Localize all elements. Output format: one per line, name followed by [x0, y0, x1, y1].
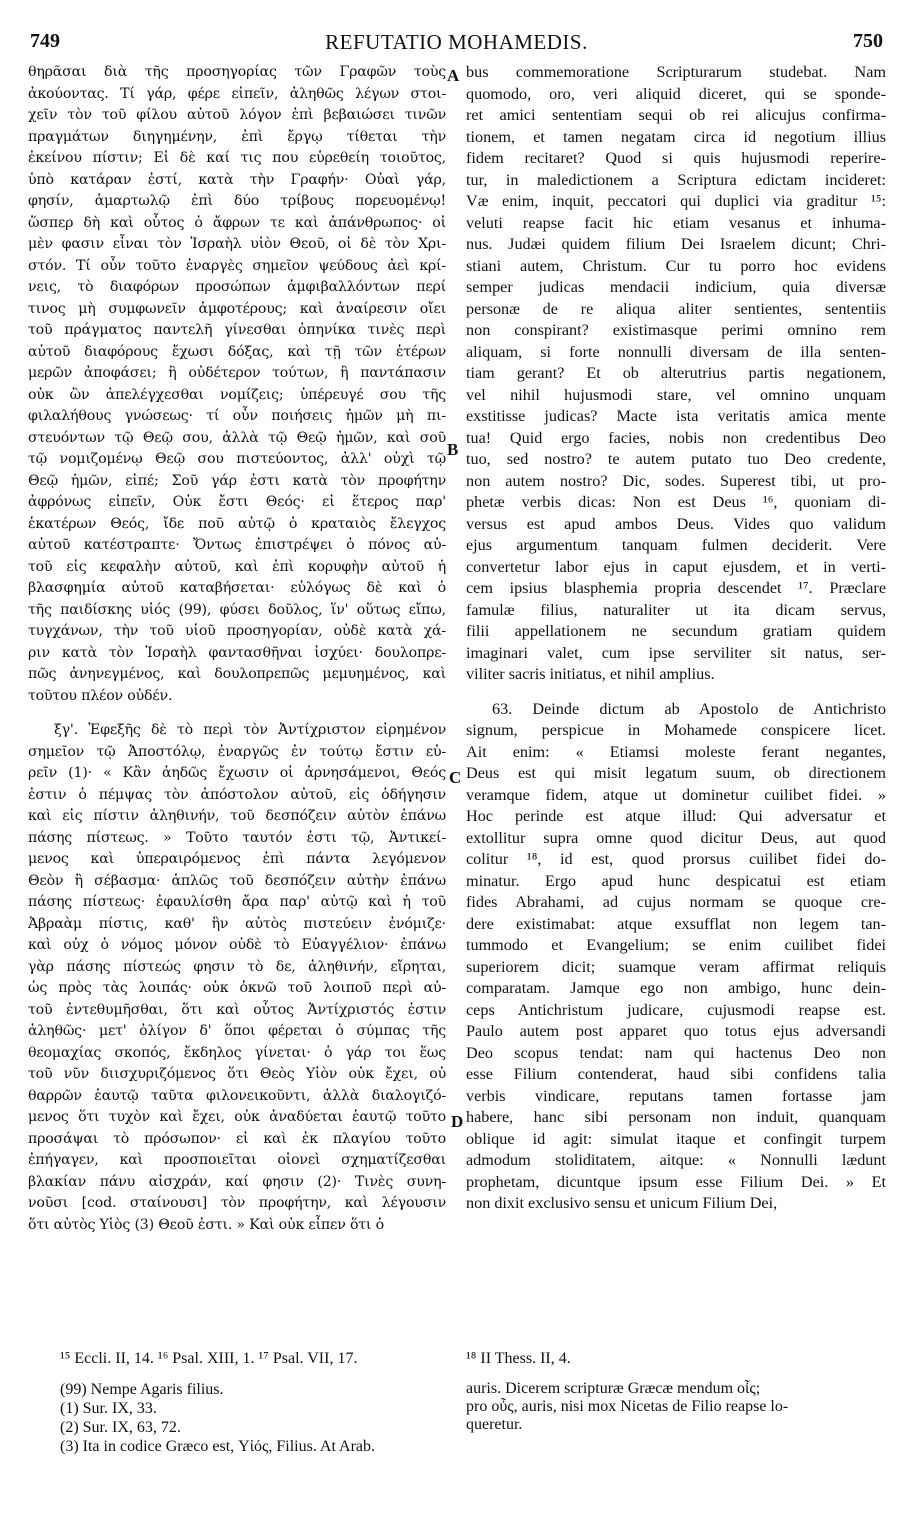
greek-text-line: αὐτοῦ διαφόρους ἔχωσι δόξας, καὶ τῇ τῶν ἑτέρων	[28, 343, 446, 360]
greek-text-column	[28, 62, 446, 1236]
greek-text-line: αὐτοῦ κατέστραπτε· Ὄντως ἐπιστρέψει ὁ πόνος αὐ-	[28, 537, 446, 553]
greek-text-line: ἀφρόνως εἰπεῖν, Οὐκ ἔστι Θεός· εἰ ἕτερος παρ'	[28, 494, 446, 510]
left-page-number: 749	[30, 30, 60, 52]
greek-text-line: ἀκούοντας. Τί γάρ, φέρε εἰπεῖν, ἀληθῶς λέγων στοι-	[28, 85, 446, 102]
greek-text-line: σημεῖον τῷ Ἀποστόλῳ, ἐναργῶς ἐν τούτῳ ἔστιν εὑ-	[28, 743, 446, 760]
greek-text-line: βλακίαν πάνυ αἰσχράν, καί φησιν (2)· Τινὲς συνη-	[28, 1173, 446, 1190]
latin-footnote-line: auris. Dicerem scripturæ Græcæ mendum οἶς;	[466, 1380, 761, 1397]
running-header	[30, 30, 883, 56]
latin-text-line: Paulo autem post apparet quo totus ejus adversandi	[466, 1022, 886, 1040]
latin-text-line: bus commemoratione Scripturarum studebat. Nam	[466, 63, 886, 81]
latin-text-line: viliter sacris initiatus, et nihil amplius.	[466, 665, 715, 683]
greek-text-line: ἐπήγαγεν, καὶ προσποιεῖται οἱονεὶ σχηματίζεσθαι	[28, 1152, 446, 1168]
greek-scripture-references: ¹⁵ Eccli. II, 14. ¹⁶ Psal. XIII, 1. ¹⁷ Psal. VII, 17.	[60, 1350, 358, 1367]
latin-text-line: Væ enim, inquit, peccatori qui duplici via graditur ¹⁵:	[466, 192, 886, 210]
greek-text-line: πῶς ἀνηνεγμένος, καὶ δουλοπρεπῶς μεμυημένος, καὶ	[28, 666, 446, 682]
greek-text-line: τινος μὴ συμφωνεῖν ἀμφοτέρους; καὶ ἀναίρεσιν οἴει	[28, 300, 446, 317]
latin-text-line: Deo scopus tendat: nam qui hactenus Deo non	[466, 1043, 886, 1062]
latin-text-line: nus. Judæi quidem filium Dei Israelem dicunt; Chri-	[466, 235, 886, 253]
latin-text-line: tiam gerant? Et ob alterutrius partis negationem,	[466, 364, 886, 382]
margin-letter-d: D	[451, 1112, 464, 1131]
latin-text-line: veramque fidem, atque ut dominetur cuilibet fidei. »	[466, 785, 886, 804]
greek-text-line: χεῖν τὸν τοῦ φίλου αὐτοῦ λόγον ἐπὶ βεβαιώσει τινῶν	[28, 107, 446, 123]
paragraph-gap	[466, 686, 886, 699]
latin-text-line: oblique id agit: simulat itaque et confingit turpem	[466, 1129, 886, 1148]
greek-text-line: θηρᾶσαι διὰ τῆς προσηγορίας τῶν Γραφῶν τοὺς	[28, 64, 446, 80]
greek-footnotes	[60, 1380, 375, 1456]
footnote-1: (1) Sur. IX, 33.	[60, 1400, 157, 1417]
greek-text-line: ριν κατὰ τὸν Ἰσραὴλ φαντασθῆναι ἰσχύει· δουλοπρε-	[28, 644, 446, 661]
latin-text-line: habere, hanc sibi personam non induit, quanquam	[466, 1108, 886, 1126]
latin-footnote-line: queretur.	[466, 1416, 523, 1433]
margin-letter-a: A	[447, 66, 460, 85]
greek-text-line: στόν. Τί οὖν τοῦτο ἐναργὲς σημεῖον ψεύδους ἀεὶ κρί-	[28, 257, 446, 274]
greek-text-line: τοῦ πράγματος παντελῆ γίνεσθαι ὁπηνίκα τινὲς περὶ	[28, 322, 446, 338]
latin-footnote-continuation	[466, 1380, 886, 1434]
latin-text-line: extollitur supra omne quod dicitur Deus, aut quod	[466, 828, 886, 847]
latin-text-line: dere existimabat: atque exsufflat non legem tan-	[466, 914, 886, 933]
latin-text-line: Hoc perinde est atque illud: Qui adversatur et	[466, 807, 886, 825]
greek-text-line: ἑκατέρων Θεός, ἴδε ποῦ αὐτῷ ὁ κραταιὸς ἔλεγχος	[28, 515, 446, 532]
latin-text-line: comparatam. Jamque ego non ambigo, hunc dein-	[466, 979, 886, 997]
latin-text-line: minatur. Ergo apud hunc despicatui est etiam	[466, 871, 886, 890]
latin-text-line: vel nihil hujusmodi stare, vel omnino unquam	[466, 385, 886, 404]
greek-text-line: θεομαχίας σκοπός, ἔκδηλος γίνεται· ὁ γάρ τοι ἕως	[28, 1044, 446, 1061]
margin-letter-b: B	[447, 440, 459, 459]
greek-text-line: καὶ οὐχ ὁ νόμος μόνον οὐδὲ τὸ Εὐαγγέλιον· ἐπάνω	[28, 937, 446, 953]
right-page-number: 750	[853, 30, 883, 52]
latin-text-line: semper judicas mendacii indicium, quia diversæ	[466, 278, 886, 296]
latin-text-line: non dixit exclusivo sensu et unicum Filium Dei,	[466, 1194, 778, 1212]
footnote-3: (3) Ita in codice Græco est, Υἱός, Filius. At Arab.	[60, 1438, 376, 1455]
running-title: REFUTATIO MOHAMEDIS.	[325, 30, 588, 54]
greek-text-line: φησίν, ἁμαρτωλῷ ἐπὶ δύο τρίβους πορευομένῳ!	[28, 193, 446, 209]
latin-text-line: ceps Antichristum judicare, cujusmodi reapse est.	[466, 1000, 886, 1019]
footnote-2: (2) Sur. IX, 63, 72.	[60, 1419, 181, 1436]
greek-text-line: Θεῷ ἡμῶν, εἰπέ; Σοῦ γάρ ἐστι κατὰ τὸν προφήτην	[28, 472, 446, 489]
latin-text-line: non autem nostro? Dic, sodes. Superest tibi, ut pro-	[466, 471, 886, 490]
greek-text-line: Θεὸν ἢ σέβασμα· ἁπλῶς τοῦ δεσπόζειν αὐτὴν ἐπάνω	[28, 872, 446, 889]
latin-text-line: phetæ verbis dicas: Non est Deus ¹⁶, quoniam di-	[466, 493, 886, 511]
latin-text-line: tuo, sed nostro? te autem putato tuo Deo credente,	[466, 450, 886, 468]
latin-text-line: personæ de re aliqua aliter sentientes, sententiis	[466, 299, 886, 318]
latin-text-line: esse Filium contenderat, haud sibi confidens talia	[466, 1065, 886, 1083]
latin-scripture-reference: ¹⁸ II Thess. II, 4.	[466, 1350, 571, 1367]
greek-text-line: ἐστιν ὁ πέμψας τὸν ἀπόστολον αὐτοῦ, εἰς ὁδήγησιν	[28, 786, 446, 803]
latin-text-line: quomodo, oro, veri aliquid diceret, qui se sponde-	[466, 84, 886, 103]
latin-text-line: convertetur labor ejus in caput ejusdem, et in verti-	[466, 557, 886, 576]
paragraph-gap	[28, 707, 446, 720]
greek-text-line: Ἀβραὰμ πίστις, καθ' ἣν αὐτὸς πιστεύειν ἐνόμιζε·	[28, 915, 446, 932]
latin-text-line: tur, in maledictionem a Scriptura edictam incideret:	[466, 170, 886, 189]
latin-text-line: veluti reapse facit hic etiam vesanus et inhuma-	[466, 213, 886, 232]
greek-text-line: γὰρ πάσης πίστεώς φησιν τὸ δε, ἀληθινήν, εἴρηται,	[28, 958, 446, 975]
greek-text-line: τυγχάνων, τὴν τοῦ υἱοῦ προσηγορίαν, οὐδὲ κατὰ χά-	[28, 623, 446, 639]
latin-text-line: tionem, et tamen negatam circa id negotium illius	[466, 127, 886, 146]
latin-text-line: cem ipsius blasphemia propria descendet ¹⁷. Præclare	[466, 579, 886, 597]
greek-text-line: τοῦτου πλέον οὐδέν.	[28, 687, 173, 704]
latin-text-line: prophetam, dicuntque ipsum esse Filium Dei. » Et	[466, 1172, 886, 1191]
greek-text-line: μενος ὅτι τυχὸν καὶ ἔχει, οὐκ ἀναδύεται ἑαυτῷ τοῦτο	[28, 1109, 446, 1125]
greek-text-line: οὐκ ὢν ἀπελέγχεσθαι νομίζεις; ὑπέρευγέ σου τῆς	[28, 386, 446, 403]
greek-text-line: ἀληθῶς· μετ' ὀλίγον δ' ὅποι φέρεται ὁ σύμπας τῆς	[28, 1023, 446, 1039]
latin-text-line: Ait enim: « Etiamsi moleste ferant negantes,	[466, 742, 886, 761]
latin-text-line: colitur ¹⁸, id est, quod prorsus cuilibet fidei do-	[466, 850, 886, 868]
greek-text-line: τῷ νομιζομένῳ Θεῷ σου πιστεύοντος, ἀλλ' οὐχὶ τῷ	[28, 451, 446, 467]
latin-text-line: stiani autem, Christum. Cur tu porro hoc evidens	[466, 256, 886, 275]
greek-text-line: τοῦ νῦν διισχυριζόμενος ὅτι Θεὸς Υἱὸν οὐκ ἔχει, οὐ	[28, 1066, 446, 1082]
latin-text-line: Deus est qui misit legatum suum, ob directionem	[466, 764, 886, 782]
greek-text-line: τῆς παιδίσκης υἱός (99), φύσει δοῦλος, ἵν' οὕτως εἴπω,	[28, 601, 446, 618]
greek-text-line: ἐκείνου πίστιν; Εἰ δὲ καί τις που εὑρεθείη τοιοῦτος,	[28, 150, 446, 166]
greek-text-line: ὅτι αὐτὸς Υἱὸς (3) Θεοῦ ἐστι. » Καὶ οὐκ εἶπεν ὅτι ὁ	[28, 1216, 384, 1233]
greek-text-line: καὶ εἰς πίστιν ἀληθινήν, τοῦ δεσπόζειν αὐτὸν ἐπάνω	[28, 808, 446, 824]
margin-letter-c: C	[449, 768, 462, 787]
latin-text-line: versus est apud ambos Deus. Vides quo validum	[466, 514, 886, 533]
greek-text-line: ρεῖν (1)· « Κἂν ἀηδῶς ἔχωσιν οἱ ἀρνησάμενοι, Θεός	[28, 765, 446, 781]
latin-footnote-line: pro οὖς, auris, nisi mox Nicetas de Filio reapse lo-	[466, 1398, 789, 1415]
latin-text-line: tummodo et Evangelium; se enim cuilibet fidei	[466, 936, 886, 954]
latin-text-line: non conspirant? existimasque perimi omnino rem	[466, 321, 886, 339]
greek-text-line: θαρρῶν ἑαυτῷ ταῦτα φιλονεικοῦντι, ἀλλὰ διαλογιζό-	[28, 1087, 446, 1104]
greek-text-line: πάσης πίστεως. » Τοῦτο ταυτόν ἐστι τῷ, Ἀντικεί-	[28, 829, 446, 846]
greek-text-line: ὑπὸ κατάραν ἐστί, κατὰ τὴν Γραφήν· Οὐαὶ γάρ,	[28, 171, 446, 188]
latin-text-line: admodum stoliditatem, aitque: « Nonnulli lædunt	[466, 1151, 886, 1169]
latin-text-line: superiorem dicit; suamque veram affirmat reliquis	[466, 957, 886, 976]
latin-text-line: signum, perspicue in Mohamede conspicere licet.	[466, 721, 886, 739]
greek-text-line: τοῦ ἐντεθυμῆσθαι, ὅτι καὶ οὗτος Ἀντίχριστός ἐστιν	[28, 1001, 446, 1018]
latin-text-line: ret amici sententiam sequi ob rei alicujus confirma-	[466, 106, 886, 124]
greek-text-line: βλασφημία αὐτοῦ καταβήσεται· εὐλόγως δὲ καὶ ὁ	[28, 580, 446, 596]
latin-text-line: fides Abrahami, ad cujus normam se quoque cre-	[466, 893, 886, 911]
greek-text-line: πραγμάτων διηγημένην, ἐπὶ ἔργῳ τίθεται τὴν	[28, 128, 446, 145]
greek-text-line: ὡς πρὸς τὰς λοιπάς· οὐκ ὀκνῶ τοῦ λοιποῦ περὶ αὐ-	[28, 980, 446, 996]
greek-text-line: μενος καὶ ὑπεραιρόμενος ἐπὶ πάντα λεγόμενον	[28, 851, 446, 867]
latin-text-line: fidem recitaret? Quod si quis hujusmodi reperire-	[466, 149, 886, 167]
latin-text-line: imaginari valet, cum ipse serviliter sit natus, ser-	[466, 643, 886, 662]
latin-text-line: famulæ filius, naturaliter ut ita dicam servus,	[466, 600, 886, 619]
greek-text-line: νοῦσι [cod. σταίνουσι] τὸν προφήτην, καὶ λέγουσιν	[28, 1195, 446, 1211]
greek-text-line: νεις, τὸ διαφόρων προσώπων ἀμφιβαλλόντων περί	[28, 279, 446, 295]
latin-text-line: 63. Deinde dictum ab Apostolo de Antichristo	[492, 699, 886, 718]
greek-text-line: στευόντων τῷ Θεῷ σου, ἀλλὰ τῷ Θεῷ ἡμῶν, καὶ σοῦ	[28, 429, 446, 446]
greek-text-line: μερῶν ἀποφάσει; ἢ οὐδέτερον τούτων, ἢ παντάπασιν	[28, 365, 446, 381]
footnote-99: (99) Nempe Agaris filius.	[60, 1381, 224, 1398]
latin-text-line: aliquam, si forte nonnulli diversam de illa senten-	[466, 342, 886, 361]
latin-text-line: ejus argumentum tanquam fulmen deciderit. Vere	[466, 536, 886, 554]
greek-text-line: φιλαλήθους γνώσεως· τί οὖν ποιήσεις ἡμῶν μὴ πι-	[28, 408, 446, 424]
latin-text-line: verbis vindicare, reputans tamen fortasse jam	[466, 1086, 886, 1105]
greek-text-line: προσάψαι τὸ πρόσωπον· εἰ καὶ ἐκ πλαγίου τοῦτο	[28, 1130, 446, 1147]
greek-text-line: πάσης πίστεως· ἐφαυλίσθη ἄρα παρ' αὐτῷ καὶ ἡ τοῦ	[28, 894, 446, 910]
greek-text-line: ξγ'. Ἐφεξῆς δὲ τὸ περὶ τὸν Ἀντίχριστον εἰρημένον	[54, 722, 446, 738]
greek-text-line: μὲν φασιν εἶναι τὸν Ἰσραὴλ υἱὸν Θεοῦ, οἱ δὲ τὸν Χρι-	[28, 236, 446, 252]
latin-text-line: filii appellationem ne secundum gratiam quidem	[466, 622, 886, 640]
greek-text-line: ὥσπερ δὴ καὶ οὗτος ὁ ἄφρων τε καὶ ἀπάνθρωπος· οἱ	[28, 214, 446, 231]
latin-text-line: tua! Quid ergo facies, nobis non credentibus Deo	[466, 428, 886, 447]
greek-text-line: τοῦ εἰς κεφαλὴν αὐτοῦ, καὶ ἐπὶ κορυφὴν αὐτοῦ ἡ	[28, 558, 446, 575]
latin-text-line: exstitisse judicas? Macte ista veritatis amica mente	[466, 407, 886, 425]
latin-text-column	[466, 62, 886, 1215]
